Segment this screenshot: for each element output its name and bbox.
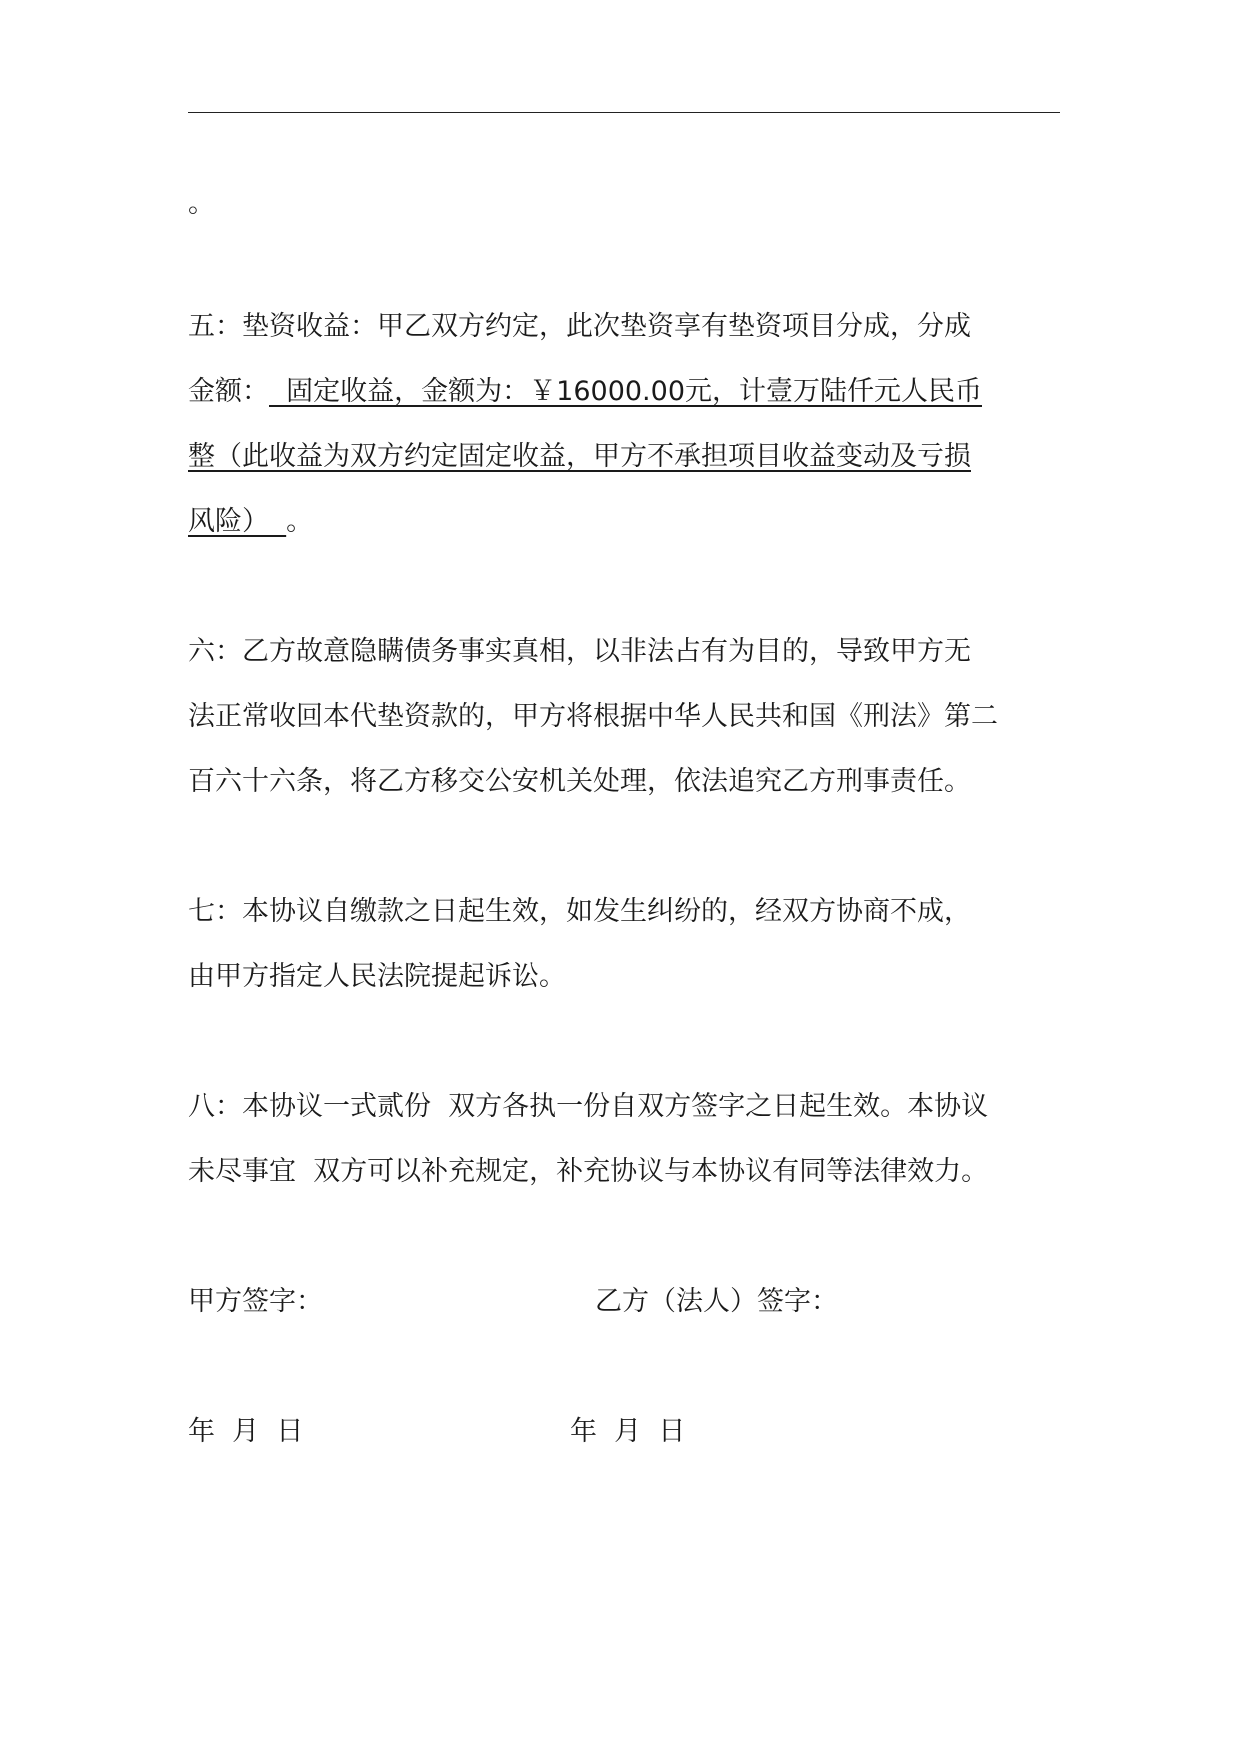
section7-line2: 由甲方指定人民法院提起诉讼。 [188, 961, 566, 992]
section8-line1: 八：本协议一式贰份 双方各执一份自双方签字之日起生效。本协议 [188, 1091, 989, 1122]
party-a-signature-label: 甲方签字： [188, 1286, 323, 1317]
section5-underlined-amount: 固定收益，金额为：￥16000.00元，计壹万陆仟元人民币 [269, 376, 982, 407]
section5-line1: 五：垫资收益：甲乙双方约定，此次垫资享有垫资项目分成，分成 [188, 311, 971, 342]
section5-underlined-note: 整（此收益为双方约定固定收益，甲方不承担项目收益变动及亏损 [188, 441, 971, 472]
section6-line3: 百六十六条，将乙方移交公安机关处理，依法追究乙方刑事责任。 [188, 766, 971, 797]
party-a-date: 年 月 日 [188, 1416, 304, 1447]
section8-line2: 未尽事宜 双方可以补充规定，补充协议与本协议有同等法律效力。 [188, 1156, 989, 1187]
section5-end-mark: 。 [286, 506, 314, 537]
section5-prefix: 金额： [188, 376, 269, 407]
leading-mark: 。 [188, 188, 215, 219]
party-b-signature-label: 乙方（法人）签字： [595, 1286, 838, 1317]
section7-line1: 七：本协议自缴款之日起生效，如发生纠纷的，经双方协商不成， [188, 896, 971, 927]
section5-line2 [188, 372, 1068, 412]
header-rule [188, 112, 1060, 113]
section6-line1: 六：乙方故意隐瞒债务事实真相，以非法占有为目的，导致甲方无 [188, 636, 971, 667]
party-b-date: 年 月 日 [570, 1416, 686, 1447]
section6-line2: 法正常收回本代垫资款的，甲方将根据中华人民共和国《刑法》第二 [188, 701, 998, 732]
section5-line4 [188, 502, 1068, 542]
section5-underlined-risk: 风险） [188, 506, 287, 537]
section5-line3 [188, 437, 1068, 477]
